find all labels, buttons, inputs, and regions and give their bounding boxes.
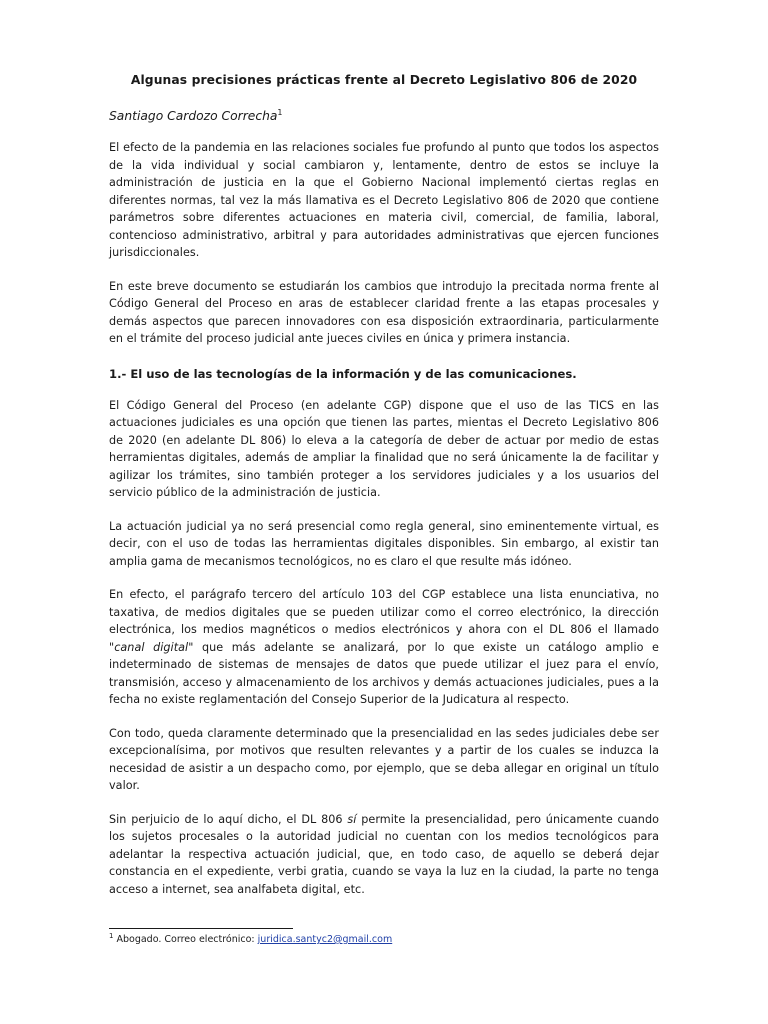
section-1-paragraph-4: Con todo, queda claramente determinado que la presencialidad en las sedes judiciales debe ser excepcionalísima, por motivos que resulten relevantes y a partir de los cuales se induzca la necesidad de asistir a un despacho como, por ejemplo, que se deba allegar en original un título valor. xyxy=(109,726,659,792)
intro-paragraph-1: El efecto de la pandemia en las relaciones sociales fue profundo al punto que todos los aspectos de la vida individual y social cambiaron y, lentamente, dentro de estos se incluye la administración de justicia en la que el Gobierno Nacional implementó ciertas reglas en diferentes normas, tal vez la más llamativa es el Decreto Legislativo 806 de 2020 que contiene parámetros sobre diferentes actuaciones en materia civil, comercial, de familia, laboral, contencioso administrativo, arbitral y para autoridades administrativas que ejercen funciones jurisdiccionales. xyxy=(109,141,659,259)
document-title: Algunas precisiones prácticas frente al Decreto Legislativo 806 de 2020 xyxy=(130,73,638,87)
section-1-paragraph-3 xyxy=(109,586,659,709)
footnote-mark: 1 xyxy=(109,931,114,940)
section-1-paragraph-1: El Código General del Proceso (en adelante CGP) dispone que el uso de las TICS en las actuaciones judiciales es una opción que tienen las partes, mientas el Decreto Legislativo 806 de 2020 (en adelante DL 806) lo eleva a la categoría de deber de actuar por medio de estas herramientas digitales, además de ampliar la finalidad que no será únicamente la de facilitar y agilizar los trámites, sino también proteger a los servidores judiciales y a los usuarios del servicio público de la administración de justicia. xyxy=(109,398,659,499)
section-1-paragraph-2: La actuación judicial ya no será presencial como regla general, sino eminentemente virtual, es decir, con el uso de todas las herramientas digitales disponibles. Sin embargo, al existir tan amplia gama de mecanismos tecnológicos, no es claro el que resulte más idóneo. xyxy=(109,519,659,568)
section-1-heading: 1.- El uso de las tecnologías de la información y de las comunicaciones. xyxy=(109,366,577,381)
footnote-text: Abogado. Correo electrónico: xyxy=(113,934,258,945)
author-name: Santiago Cardozo Correcha xyxy=(109,109,278,123)
p5-text-before: Sin perjuicio de lo aquí dicho, el DL 806 xyxy=(109,812,348,826)
intro-paragraph-2: En este breve documento se estudiarán los cambios que introdujo la precitada norma frente al Código General del Proceso en aras de establecer claridad frente a las etapas procesales y demás aspectos que parecen innovadores con esa disposición extraordinaria, particularmente en el trámite del proceso judicial ante jueces civiles en única y primera instancia. xyxy=(109,279,659,345)
section-1-paragraph-5 xyxy=(109,811,659,899)
author-footnote-mark[interactable]: 1 xyxy=(277,107,283,117)
footnote-email-link[interactable]: juridica.santyc2@gmail.com xyxy=(257,934,393,945)
author-line xyxy=(109,107,659,125)
footnote xyxy=(109,933,392,946)
si-emphasis: sí xyxy=(347,812,357,826)
p3-text-after: " que más adelante se analizará, por lo que existe un catálogo amplio e indeterminado de sistemas de mensajes de datos que puede utilizar el juez para el envío, transmisión, acceso y almacenamiento de los archivos y demás actuaciones judiciales, pues a la fecha no existe reglamentación del Consejo Superior de la Judicatura al respecto. xyxy=(109,640,659,706)
p3-text-before: En efecto, el parágrafo tercero del artículo 103 del CGP establece una lista enunciativa, no taxativa, de medios digitales que se pueden utilizar como el correo electrónico, la dirección electrónica, los medios magnéticos o medios electrónicos y ahora con el DL 806 el llamado " xyxy=(109,588,659,654)
p5-text-after: permite la presencialidad, pero únicamente cuando los sujetos procesales o la autoridad judicial no cuentan con los medios tecnológicos para adelantar la respectiva actuación judicial, que, en todo caso, de aquello se deberá dejar constancia en el expediente, verbi gratia, cuando se vaya la luz en la ciudad, la parte no tenga acceso a internet, sea analfabeta digital, etc. xyxy=(109,812,659,896)
footnote-separator xyxy=(109,928,293,929)
canal-digital-term: canal digital xyxy=(114,640,189,654)
